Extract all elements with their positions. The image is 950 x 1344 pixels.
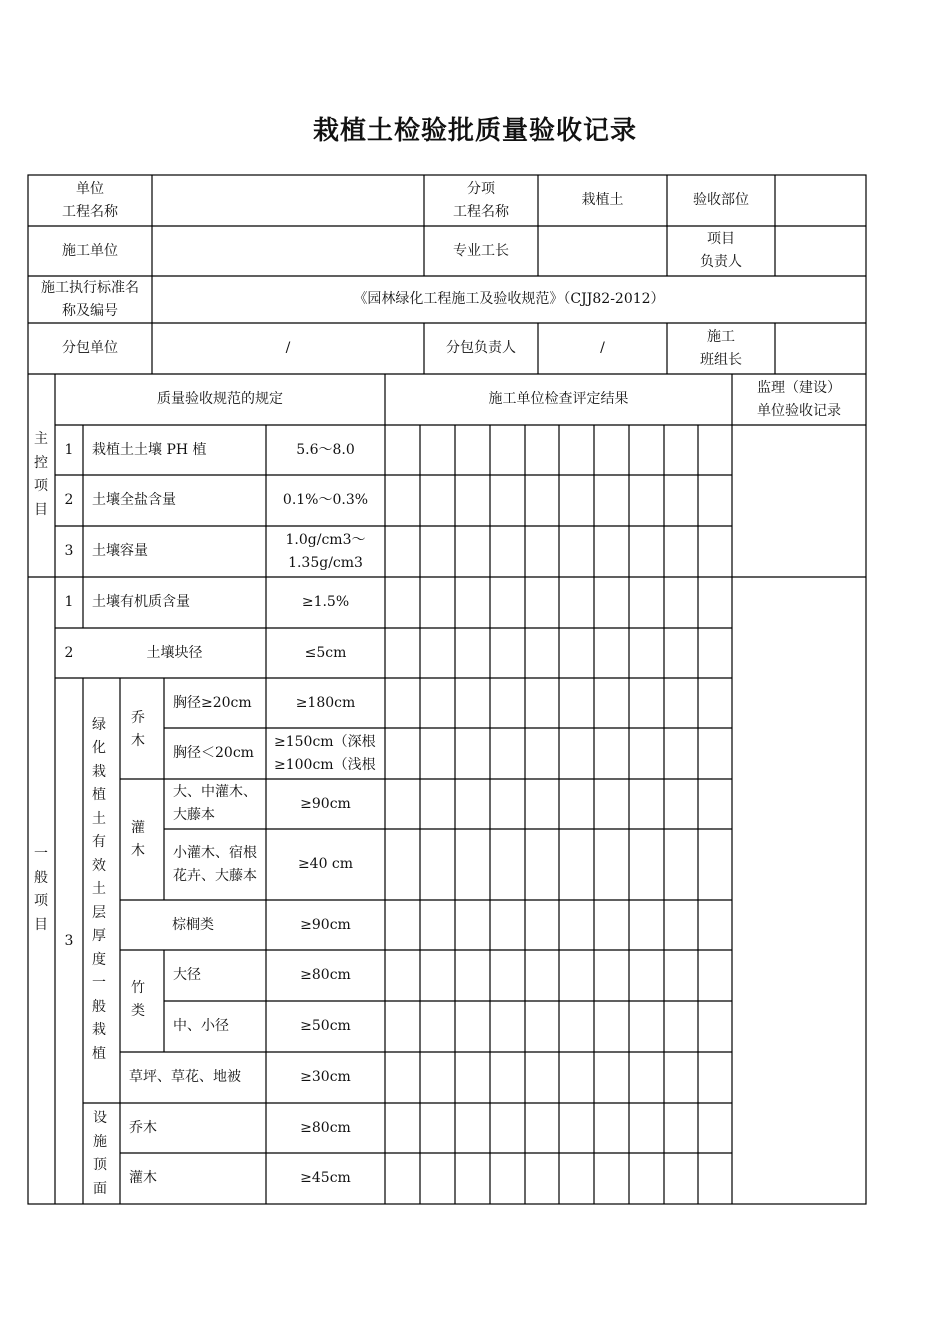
facility-shrub-item: 灌木 (129, 1170, 157, 1186)
sub-item-label-line1: 分项 (467, 180, 495, 197)
tree-group-label: 乔木 (131, 709, 145, 749)
facility-shrub-value: ≥45cm (300, 1170, 351, 1186)
lawn-value: ≥30cm (300, 1069, 351, 1085)
main-item-1-value: 5.6～8.0 (296, 441, 355, 458)
tree-small-value-line1: ≥150cm（深根 (274, 733, 376, 750)
palm-value: ≥90cm (300, 916, 351, 933)
sub-item-field[interactable]: 栽植土 (581, 192, 624, 208)
main-item-3-value (266, 526, 385, 577)
subcontract-field[interactable]: / (285, 340, 291, 356)
general-item-1-value: ≥1.5% (301, 594, 350, 610)
shrub-large-item: 大、中灌木、大藤本 (173, 784, 257, 823)
standard-label (28, 276, 152, 323)
general-item-1-no: 1 (64, 594, 74, 610)
team-lead-label (667, 323, 775, 374)
check-result-column-header: 施工单位检查评定结果 (488, 391, 629, 407)
subcontract-label: 分包单位 (62, 340, 118, 356)
unit-name-label-line2: 工程名称 (62, 203, 118, 220)
bamboo-small-value: ≥50cm (300, 1018, 351, 1034)
tree-small-value-line2: ≥100cm（浅根 (274, 756, 376, 773)
general-item-2-name: 土壤块径 (146, 644, 203, 661)
construction-unit-field[interactable] (152, 226, 424, 276)
foreman-label: 专业工长 (453, 242, 509, 259)
construction-unit-label: 施工单位 (62, 242, 118, 259)
supervision-column-header (732, 374, 866, 425)
sub-item-label-line2: 工程名称 (453, 203, 509, 220)
main-items-group-label: 主控项目 (34, 431, 48, 518)
shrub-small-item: 小灌木、宿根花卉、大藤本 (173, 844, 257, 884)
spec-column-header: 质量验收规范的规定 (157, 391, 283, 407)
unit-name-field[interactable] (152, 175, 424, 226)
unit-name-label (28, 175, 152, 226)
project-lead-label-line2: 负责人 (700, 254, 742, 270)
supervision-header-line2: 单位验收记录 (757, 402, 841, 419)
lawn-item: 草坪、草花、地被 (129, 1069, 241, 1085)
facility-roof-group-label: 设施顶面 (93, 1110, 107, 1197)
shrub-group-label: 灌木 (131, 819, 145, 859)
tree-large-value: ≥180cm (295, 694, 356, 711)
unit-name-label-line1: 单位 (76, 180, 104, 197)
tree-small-value (266, 728, 385, 779)
supervision-header-line1: 监理（建设） (757, 379, 841, 396)
foreman-field[interactable] (538, 226, 667, 276)
facility-tree-value: ≥80cm (300, 1119, 351, 1136)
shrub-large-value: ≥90cm (300, 795, 351, 812)
standard-label-line2: 称及编号 (62, 302, 118, 319)
team-lead-label-line2: 班组长 (700, 351, 742, 368)
bamboo-small-item: 中、小径 (173, 1018, 229, 1034)
inspection-part-field[interactable] (775, 175, 866, 226)
main-item-2-no: 2 (64, 492, 74, 508)
main-item-1-name: 栽植土土壤 PH 植 (92, 441, 207, 458)
team-lead-label-line1: 施工 (707, 328, 735, 345)
main-item-3-value-line1: 1.0g/cm3～ (285, 531, 366, 548)
standard-field[interactable]: 《园林绿化工程施工及验收规范》（CJJ82-2012） (353, 291, 665, 307)
standard-label-line1: 施工执行标准名 (41, 279, 139, 296)
tree-large-item: 胸径≥20cm (173, 694, 252, 711)
page-title: 栽植土检验批质量验收记录 (312, 116, 637, 146)
general-item-2-value: ≤5cm (304, 644, 347, 661)
project-lead-label (667, 226, 775, 276)
tree-small-item: 胸径＜20cm (173, 745, 254, 761)
palm-item: 棕榈类 (172, 916, 214, 933)
main-item-2-value: 0.1%～0.3% (282, 492, 369, 508)
general-item-2-no: 2 (64, 644, 74, 661)
main-item-2-name: 土壤全盐含量 (92, 492, 176, 508)
project-lead-field[interactable] (775, 226, 866, 276)
project-lead-label-line1: 项目 (707, 231, 735, 247)
general-items-group-label: 一般项目 (34, 846, 48, 933)
facility-tree-item: 乔木 (129, 1119, 157, 1136)
bamboo-large-value: ≥80cm (300, 967, 351, 983)
general-item-1-name: 土壤有机质含量 (92, 594, 190, 610)
main-item-3-name: 土壤容量 (92, 543, 148, 559)
team-lead-field[interactable] (775, 323, 866, 374)
main-item-1-no: 1 (64, 441, 74, 458)
soil-thickness-category-label: 绿化栽植土有效土层厚度一般栽植 (92, 716, 106, 1062)
subcontract-lead-label: 分包负责人 (446, 340, 516, 356)
main-item-3-value-line2: 1.35g/cm3 (288, 554, 363, 571)
bamboo-group-label: 竹类 (131, 979, 145, 1019)
inspection-part-label: 验收部位 (693, 192, 749, 208)
main-item-3-no: 3 (64, 543, 74, 559)
shrub-small-value: ≥40 cm (297, 856, 354, 872)
subcontract-lead-field[interactable]: / (600, 340, 605, 356)
general-item-3-no: 3 (64, 932, 74, 949)
bamboo-large-item: 大径 (173, 967, 201, 983)
sub-item-label (424, 175, 538, 226)
